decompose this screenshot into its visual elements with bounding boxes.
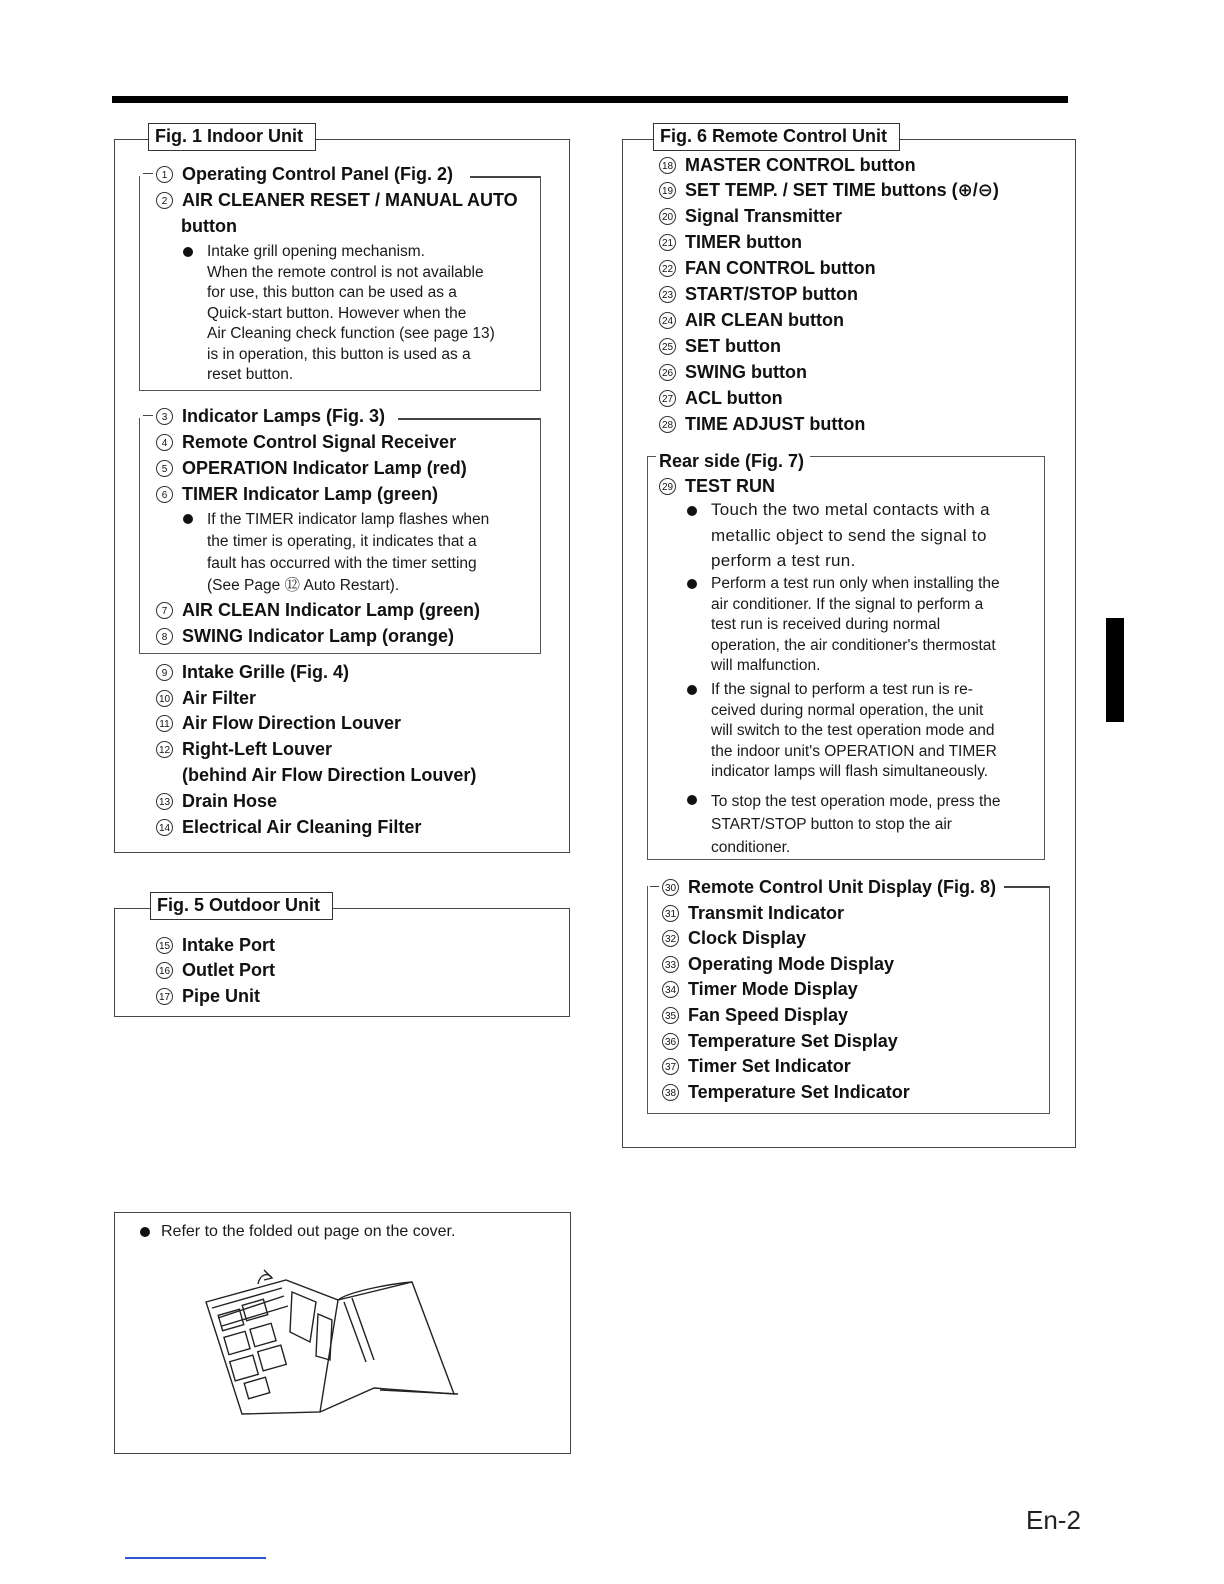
num-badge: 21 xyxy=(659,234,676,251)
fig6-item-25: 25 SET button xyxy=(659,335,781,357)
fig6-item-24: 24 AIR CLEAN button xyxy=(659,309,844,331)
fig1-item-5: 5 OPERATION Indicator Lamp (red) xyxy=(156,457,467,479)
num-badge: 7 xyxy=(156,602,173,619)
fig6-item-38: 38 Temperature Set Indicator xyxy=(662,1081,910,1103)
fig6-item-31: 31 Transmit Indicator xyxy=(662,902,844,924)
fig1-item-10: 10 Air Filter xyxy=(156,687,256,709)
fig1-item-12: 12 Right-Left Louver xyxy=(156,738,332,760)
section-tab-marker xyxy=(1106,618,1124,722)
fig1-item-11: 11 Air Flow Direction Louver xyxy=(156,712,401,734)
page-number: En-2 xyxy=(1026,1505,1081,1535)
fig6-item-18: 18 MASTER CONTROL button xyxy=(659,154,916,176)
num-badge: 28 xyxy=(659,416,676,433)
fig1-item-3: 3 Indicator Lamps (Fig. 3) xyxy=(143,405,391,427)
fig1-item-14: 14 Electrical Air Cleaning Filter xyxy=(156,816,421,838)
num-badge: 8 xyxy=(156,628,173,645)
num-badge: 20 xyxy=(659,208,676,225)
fig6-item-19: 19 SET TEMP. / SET TIME buttons (⊕/⊖) xyxy=(659,179,999,201)
num-badge: 17 xyxy=(156,988,173,1005)
num-badge: 2 xyxy=(156,192,173,209)
fig1-item-9: 9 Intake Grille (Fig. 4) xyxy=(156,661,349,683)
bullet-icon xyxy=(140,1227,150,1237)
fig6-item-26: 26 SWING button xyxy=(659,361,807,383)
fig5-item-15: 15 Intake Port xyxy=(156,934,275,956)
num-badge: 10 xyxy=(156,690,173,707)
fig1-item-1-rule xyxy=(470,176,540,178)
num-badge: 4 xyxy=(156,434,173,451)
fig1-note-2: Intake grill opening mechanism. When the remote control is not available for use, this button can be used as a Quick-start button. However when the Air Cleaning check function (see page 13) is in operation, this button is used as a reset button. xyxy=(207,243,495,383)
footer-rule xyxy=(125,1557,266,1559)
num-badge: 31 xyxy=(662,905,679,922)
fig6-item-36: 36 Temperature Set Display xyxy=(662,1030,898,1052)
fig1-item-7: 7 AIR CLEAN Indicator Lamp (green) xyxy=(156,599,480,621)
fig5-item-17: 17 Pipe Unit xyxy=(156,985,260,1007)
fig6-item-37: 37 Timer Set Indicator xyxy=(662,1055,851,1077)
fig6-title: Fig. 6 Remote Control Unit xyxy=(653,123,900,151)
num-badge: 12 xyxy=(156,741,173,758)
cover-note-text: Refer to the folded out page on the cover. xyxy=(161,1223,456,1240)
fig6-item-28: 28 TIME ADJUST button xyxy=(659,413,865,435)
num-badge: 14 xyxy=(156,819,173,836)
rear-side-title: Rear side (Fig. 7) xyxy=(656,450,810,472)
fig1-item-2: 2 AIR CLEANER RESET / MANUAL AUTO xyxy=(156,189,518,211)
fig1-item-3-rule xyxy=(398,418,540,420)
fig1-item-2-cont: button xyxy=(181,216,237,236)
fig1-item-6: 6 TIMER Indicator Lamp (green) xyxy=(156,483,438,505)
num-badge: 37 xyxy=(662,1058,679,1075)
fig6-item-32: 32 Clock Display xyxy=(662,927,806,949)
bullet-icon xyxy=(687,685,697,695)
fig6-item-27: 27 ACL button xyxy=(659,387,783,409)
num-badge: 5 xyxy=(156,460,173,477)
bullet-icon xyxy=(183,247,193,257)
bullet-icon xyxy=(687,506,697,516)
num-badge: 1 xyxy=(156,166,173,183)
fig5-title: Fig. 5 Outdoor Unit xyxy=(150,892,333,920)
num-badge: 38 xyxy=(662,1084,679,1101)
bullet-icon xyxy=(687,579,697,589)
num-badge: 22 xyxy=(659,260,676,277)
folded-manual-illustration xyxy=(198,1262,462,1418)
fig6-item-21: 21 TIMER button xyxy=(659,231,802,253)
bullet-icon xyxy=(183,514,193,524)
fig1-item-4: 4 Remote Control Signal Receiver xyxy=(156,431,456,453)
fig6-item-20: 20 Signal Transmitter xyxy=(659,205,842,227)
num-badge: 15 xyxy=(156,937,173,954)
fig1-item-8: 8 SWING Indicator Lamp (orange) xyxy=(156,625,454,647)
fig6-item-34: 34 Timer Mode Display xyxy=(662,978,858,1000)
num-badge: 34 xyxy=(662,981,679,998)
num-badge: 30 xyxy=(662,879,679,896)
rear-note-3: If the signal to perform a test run is re- ceived during normal operation, the unit will switch to the test operation mode and the indoor unit's OPERATION and TIMER indicator lamps will flash simultaneously. xyxy=(711,681,997,780)
num-badge: 13 xyxy=(156,793,173,810)
rear-note-4: To stop the test operation mode, press the START/STOP button to stop the air conditioner. xyxy=(711,793,1001,856)
fig6-item-23: 23 START/STOP button xyxy=(659,283,858,305)
num-badge: 25 xyxy=(659,338,676,355)
fig1-note-6: If the TIMER indicator lamp flashes when the timer is operating, it indicates that a fault has occurred with the timer setting (See Page ⑫ Auto Restart). xyxy=(207,511,490,594)
fig5-item-16: 16 Outlet Port xyxy=(156,959,275,981)
fig1-item-1: 1 Operating Control Panel (Fig. 2) xyxy=(143,163,459,185)
rear-note-2: Perform a test run only when installing the air conditioner. If the signal to perform a test run is received during normal operation, the air conditioner's thermostat will malfunction. xyxy=(711,575,1000,674)
fig6-item-35: 35 Fan Speed Display xyxy=(662,1004,848,1026)
num-badge: 35 xyxy=(662,1007,679,1024)
fig6-item-33: 33 Operating Mode Display xyxy=(662,953,894,975)
num-badge: 6 xyxy=(156,486,173,503)
num-badge: 32 xyxy=(662,930,679,947)
fig1-title: Fig. 1 Indoor Unit xyxy=(148,123,316,151)
num-badge: 19 xyxy=(659,182,676,199)
rear-note-1: Touch the two metal contacts with a metallic object to send the signal to perform a test run. xyxy=(711,500,990,570)
fig6-item-30: 30 Remote Control Unit Display (Fig. 8) xyxy=(650,876,1002,898)
num-badge: 3 xyxy=(156,408,173,425)
num-badge: 27 xyxy=(659,390,676,407)
bullet-icon xyxy=(687,795,697,805)
fig6-item-22: 22 FAN CONTROL button xyxy=(659,257,876,279)
fig6-item-30-rule xyxy=(1004,886,1049,888)
num-badge: 23 xyxy=(659,286,676,303)
top-rule xyxy=(112,96,1068,103)
fig1-item-12-cont: (behind Air Flow Direction Louver) xyxy=(182,765,477,785)
fig1-item-13: 13 Drain Hose xyxy=(156,790,277,812)
num-badge: 36 xyxy=(662,1033,679,1050)
num-badge: 33 xyxy=(662,956,679,973)
num-badge: 16 xyxy=(156,962,173,979)
num-badge: 29 xyxy=(659,478,676,495)
num-badge: 18 xyxy=(659,157,676,174)
test-run-heading: 29 TEST RUN xyxy=(659,475,775,497)
num-badge: 26 xyxy=(659,364,676,381)
num-badge: 24 xyxy=(659,312,676,329)
num-badge: 11 xyxy=(156,715,173,732)
num-badge: 9 xyxy=(156,664,173,681)
